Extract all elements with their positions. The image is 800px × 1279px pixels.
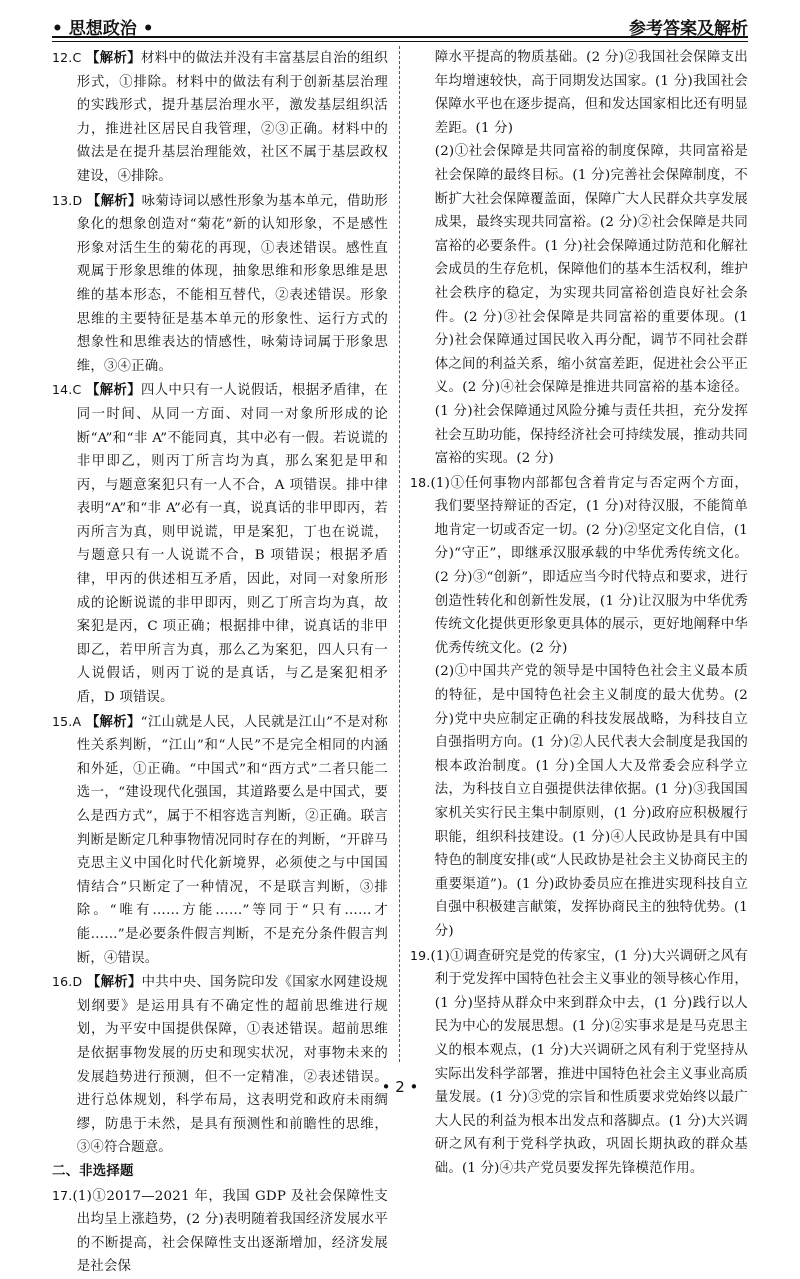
header-title: 参考答案及解析 (629, 19, 748, 39)
q17-number: 17. (52, 1187, 73, 1203)
q12-text: 材料中的做法并没有丰富基层自治的组织形式，①排除。材料中的做法有利于创新基层治理的实践形式，提升基层治理水平，激发基层组织活力，推进社区居民自我管理，②③正确。材料中的做法是在提升基层治理能效，社区不属于基层政权建设，④排除。 (76, 51, 388, 184)
header-subject: • 思想政治 • (52, 19, 154, 39)
q17-part2: (2)①社会保障是共同富裕的制度保障，共同富裕是社会保障的最终目标。(1 分)完善社会保障制度，不断扩大社会保障覆盖面，保障广大人民群众共享发展成果，最终实现共同富裕。(2 分)②社会保障是共同富裕的必要条件。(1 分)社会保障通过防范和化解社会成员的生存危机，保障他们的基本生活权利，维护社会秩序的稳定，为实现共同富裕创造良好社会条件。(2 分)③社会保障是共同富裕的重要体现。(1 分)社会保障通过国民收入再分配，调节不同社会群体之间的利益关系，缩小贫富差距，促进社会公平正义。(2 分)④社会保障是推进共同富裕的基本途径。(1 分)社会保障通过风险分摊与责任共担，充分发挥社会互助功能，保持经济社会可持续发展，推动共同富裕的实现。(2 分) (434, 144, 748, 467)
page-number: • 2 • (381, 1078, 419, 1096)
answer-q15 (52, 710, 388, 971)
analysis-tag: 【解析】 (86, 975, 142, 991)
q12-number: 12.C (52, 50, 82, 65)
answer-q18 (410, 471, 748, 661)
right-column (410, 46, 748, 1181)
analysis-tag: 【解析】 (86, 383, 141, 399)
q13-number: 13.D (52, 192, 83, 208)
q17-text-start: (1)①2017—2021 年，我国 GDP 及社会保障性支出均呈上涨趋势，(2 分)表明随着我国经济发展水平的不断提高，社会保障性支出逐渐增加，经济发展是社会保 (72, 1188, 388, 1275)
q16-number: 16.D (52, 974, 83, 990)
answer-q12 (52, 46, 388, 189)
q16-text: 中共中央、国务院印发《国家水网建设规划纲要》是运用具有不确定性的超前思维进行规划，为平安中国提供保障，①表述错误。超前思维是依据事物发展的历史和现实状况，对事物未来的发展趋势进行预测，但不一定精准，②表述错误。进行总体规划，科学布局，这表明党和政府未雨绸缪，防患于未然，是具有预测性和前瞻性的思维，③④符合题意。 (76, 975, 388, 1156)
answer-q16 (52, 970, 388, 1160)
answer-q14 (52, 378, 388, 709)
q18-part1: (1)①任何事物内部都包含着肯定与否定两个方面，我们要坚持辩证的否定，(1 分)对待汉服，不能简单地肯定一切或否定一切。(2 分)②坚定文化自信，(1 分)“守正”，即继承汉服承载的中华优秀传统文化。(2 分)③“创新”，即适应当今时代特点和要求，进行创造性转化和创新性发展，(1 分)让汉服为中华优秀传统文化提供更形象更具体的展示，更好地阐释中华优秀传统文化。(2 分) (430, 475, 748, 656)
q14-number: 14.C (52, 382, 82, 398)
q15-number: 15.A (52, 713, 82, 729)
q19-number: 19. (410, 947, 431, 963)
q17-continued: 障水平提高的物质基础。(2 分)②我国社会保障支出年均增速较快，高于同期发达国家。(1 分)我国社会保障水平也在逐步提高，但和发达国家相比还有明显差距。(1 分) (434, 50, 748, 136)
answer-q19 (410, 944, 748, 1181)
q14-text: 四人中只有一人说假话，根据矛盾律，在同一时间、从同一方面、对同一对象所形成的论断“A”和“非 A”不能同真，其中必有一假。若说谎的非甲即乙，则丙丁所言均为真，那么案犯是甲和丙，与题意案犯只有一人不合，A 项错误。排中律表明“A”和“非 A”必有一真，说真话的非甲即丙，若丙所言为真，则甲说谎，甲是案犯，丁也在说谎，与题意只有一人说谎不合，B 项错误；根据矛盾律，甲丙的供述相互矛盾，因此，对同一对象所形成的论断说谎的非甲即丙，则乙丁所言均为真，故案犯是丙，C 项正确；根据排中律，说真话的非甲即乙，若甲所言为真，那么乙为案犯，四人只有一人说假话，则丙丁说的是真话，与乙是案犯相矛盾，D 项错误。 (76, 383, 388, 706)
analysis-tag: 【解析】 (85, 714, 141, 730)
answer-q13 (52, 189, 388, 379)
analysis-tag: 【解析】 (86, 51, 141, 66)
header-rule-thick (52, 36, 748, 38)
q19-part1: (1)①调查研究是党的传家宝，(1 分)大兴调研之风有利于党发挥中国特色社会主义事业的领导核心作用，(1 分)坚持从群众中来到群众中去，(1 分)践行以人民为中心的发展思想。(1 分)②实事求是是马克思主义的根本观点，(1 分)大兴调研之风有利于党坚持从实际出发科学部署，推进中国特色社会主义事业高质量发展。(1 分)③党的宗旨和性质要求党始终以最广大人民的利益为根本出发点和落脚点。(1 分)大兴调研之风有利于党科学执政，巩固长期执政的群众基础。(1 分)④共产党员要发挥先锋模范作用。 (430, 948, 748, 1176)
header-rule-thin (52, 41, 748, 42)
answer-q17-start (52, 1184, 388, 1279)
q18-part2: (2)①中国共产党的领导是中国特色社会主义最本质的特征，是中国特色社会主义制度的最大优势。(2 分)党中央应制定正确的科技发展战略，为科技自立自强指明方向。(1 分)②人民代表大会制度是我国的根本政治制度。(1 分)全国人大及常委会应科学立法，为科技自立自强提供法律依据。(1 分)③我国国家机关实行民主集中制原则，(1 分)政府应积极履行职能，组织科技建设。(1 分)④人民政协是具有中国特色的制度安排(或“人民政协是社会主义协商民主的重要渠道”)。(1 分)政协委员应在推进实现科技自立自强中积极建言献策，发挥协商民主的独特优势。(1 分) (434, 664, 748, 939)
q13-text: 咏菊诗词以感性形象为基本单元，借助形象化的想象创造对“菊花”新的认知形象，不是感性形象对活生生的菊花的再现，①表述错误。感性直观属于形象思维的体现，抽象思维和形象思维是思维的基本形态，不能相互替代，②表述错误。形象思维的主要特征是基本单元的形象性、运行方式的想象性和思维表达的情感性，咏菊诗词属于形象思维，③④正确。 (76, 193, 388, 374)
section-heading: 二、非选择题 (52, 1163, 134, 1179)
q15-text: “江山就是人民，人民就是江山”不是对称性关系判断，“江山”和“人民”不是完全相同的内涵和外延，①正确。“中国式”和“西方式”二者只能二选一，“建设现代化强国，其道路要么是中国式，要么是西方式”，属于不相容选言判断，②正确。联言判断是断定几种事物情况同时存在的判断，“开辟马克思主义中国化时代化新境界，必须使之与中国国情结合”只断定了一种情况，不是联言判断，③排除。“唯有……方能……”等同于“只有……才能……”是必要条件假言判断，不是充分条件假言判断，④错误。 (76, 714, 388, 966)
column-divider (399, 46, 400, 1062)
analysis-tag: 【解析】 (86, 193, 142, 209)
q18-number: 18. (410, 474, 431, 490)
